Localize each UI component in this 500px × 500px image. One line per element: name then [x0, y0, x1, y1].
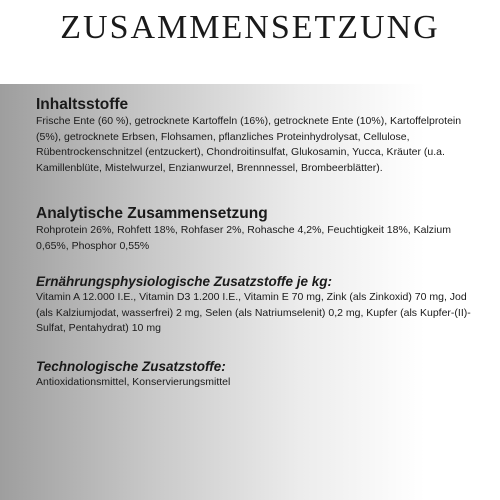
analytical-text: Rohprotein 26%, Rohfett 18%, Rohfaser 2%, Rohasche 4,2%, Feuchtigkeit 18%, Kalzium 0,65%, Phosphor 0,55%	[36, 224, 451, 252]
ingredients-text: Frische Ente (60 %), getrocknete Kartoffeln (16%), getrocknete Ente (10%), Kartoffelprotein (5%), getrocknete Erbsen, Flohsamen, pflanzliches Proteinhydrolysat, Cellulose, Rübentrockenschnitzel (entzuckert), Chondroitinsulfat, Glukosamin, Yucca, Kräuter (u.a. Kamillenblüte, Mistelwurzel, Enzianwurzel, Brennnessel, Brombeerblätter).	[36, 115, 462, 174]
analytical-section	[36, 204, 476, 254]
nutritional-additives-heading: Ernährungsphysiologische Zusatzstoffe je kg:	[36, 274, 333, 289]
ingredients-section	[36, 95, 476, 176]
ingredients-heading: Inhaltsstoffe	[36, 96, 129, 113]
analytical-heading: Analytische Zusammensetzung	[36, 205, 268, 222]
technological-additives-section	[36, 358, 230, 391]
page-title: ZUSAMMENSETZUNG	[60, 9, 440, 46]
nutritional-additives-text: Vitamin A 12.000 I.E., Vitamin D3 1.200 I.E., Vitamin E 70 mg, Zink (als Zinkoxid) 70 mg, Jod (als Kalziumjodat, wasserfrei) 2 mg, Selen (als Natriumselenit) 0,2 mg, Kupfer (als Kupfer-(II)-Sulfat, Pentahydrat) 10 mg	[36, 291, 471, 335]
header-bar	[0, 0, 500, 84]
nutritional-additives-section	[36, 273, 476, 337]
technological-additives-text: Antioxidationsmittel, Konservierungsmittel	[36, 376, 231, 388]
technological-additives-heading: Technologische Zusatzstoffe:	[36, 359, 226, 374]
